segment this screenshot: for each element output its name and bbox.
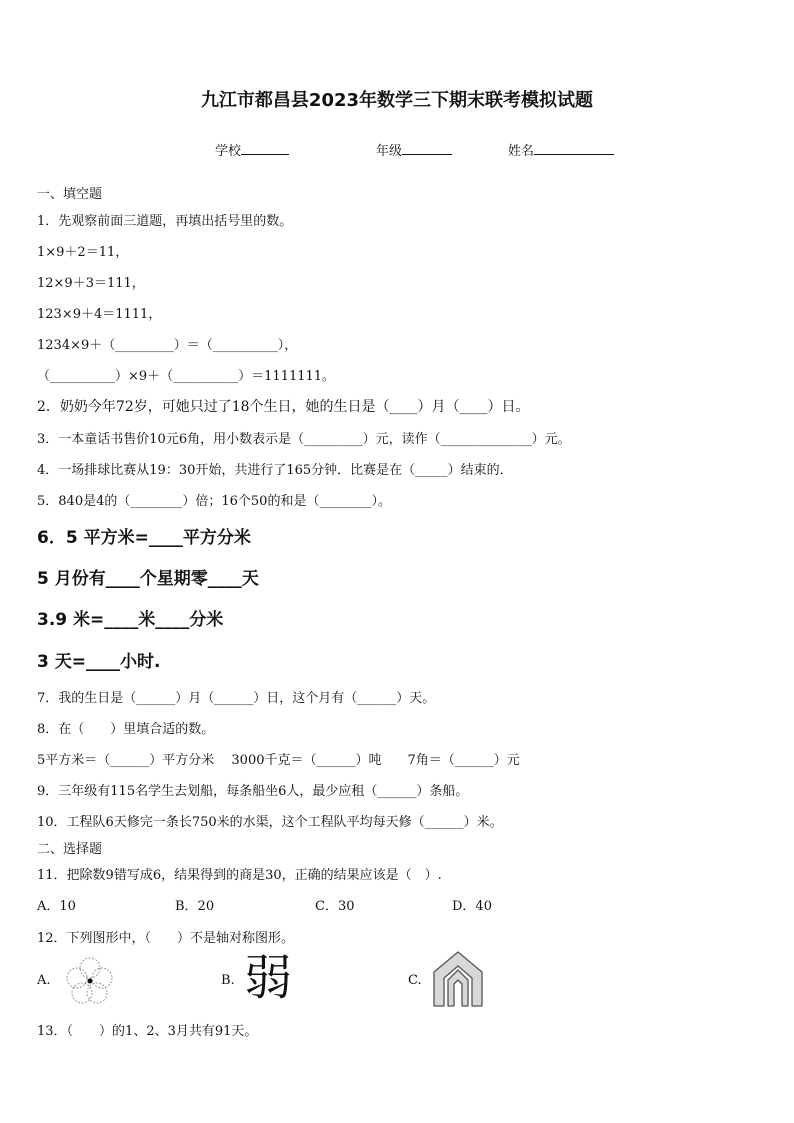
school-field bbox=[215, 140, 289, 159]
question-1-line-b: 12×9＋3＝111， bbox=[37, 276, 145, 291]
q11-option-b[interactable]: B．20 bbox=[175, 899, 215, 914]
school-blank[interactable] bbox=[241, 142, 289, 155]
question-6-line-b: 5 月份有____个星期零____天 bbox=[37, 569, 259, 589]
grade-blank[interactable] bbox=[402, 142, 452, 155]
question-5: 5．840是4的（________）倍；16个50的和是（________）。 bbox=[37, 494, 391, 509]
question-1-line-e: （__________）×9＋（__________）＝1111111。 bbox=[37, 369, 336, 384]
name-blank[interactable] bbox=[534, 142, 614, 155]
ruo-character-figure: 弱 bbox=[244, 950, 293, 1006]
question-2: 2．奶奶今年72岁，可她只过了18个生日，她的生日是（____）月（____）日。 bbox=[37, 399, 530, 415]
q11-option-d[interactable]: D．40 bbox=[452, 899, 492, 914]
question-1-line-c: 123×9＋4＝1111， bbox=[37, 307, 162, 322]
q12-option-b[interactable]: B. bbox=[221, 973, 235, 988]
question-6: 6．5 平方米=____平方分米 bbox=[37, 528, 251, 548]
question-1: 1．先观察前面三道题，再填出括号里的数。 bbox=[37, 214, 293, 229]
name-label: 姓名 bbox=[508, 144, 535, 159]
q12-option-c[interactable]: C. bbox=[408, 973, 422, 988]
page-title: 九江市都昌县2023年数学三下期末联考模拟试题 bbox=[200, 90, 594, 111]
name-field bbox=[508, 140, 614, 159]
grade-label: 年级 bbox=[376, 144, 403, 159]
question-7: 7．我的生日是（______）月（______）日，这个月有（______）天。 bbox=[37, 691, 436, 706]
grade-field bbox=[376, 140, 452, 159]
section-fill-in: 一、填空题 bbox=[37, 187, 103, 202]
question-6-line-c: 3.9 米=____米____分米 bbox=[37, 610, 224, 630]
question-4: 4．一场排球比赛从19：30开始，共进行了165分钟．比赛是在（_____）结束的． bbox=[37, 463, 513, 478]
school-label: 学校 bbox=[215, 144, 242, 159]
question-1-line-d: 1234×9＋（_________）＝（__________）， bbox=[37, 338, 298, 353]
section-choice: 二、选择题 bbox=[37, 842, 103, 857]
question-11: 11．把除数9错写成6，结果得到的商是30，正确的结果应该是（ ）. bbox=[37, 868, 442, 883]
question-13: 13．（ ）的1、2、3月共有91天。 bbox=[37, 1024, 258, 1039]
q11-option-a[interactable]: A．10 bbox=[37, 899, 76, 914]
q12-option-a[interactable]: A. bbox=[37, 973, 51, 988]
question-3: 3．一本童话书售价10元6角，用小数表示是（_________）元，读作（______________）元。 bbox=[37, 432, 571, 447]
logo-figure bbox=[430, 950, 486, 1010]
question-9: 9．三年级有115名学生去划船，每条船坐6人，最少应租（______）条船。 bbox=[37, 784, 469, 799]
question-8: 8．在（ ）里填合适的数。 bbox=[37, 722, 215, 737]
question-12: 12．下列图形中，（ ）不是轴对称图形。 bbox=[37, 931, 295, 946]
flower-figure bbox=[62, 956, 118, 1006]
question-6-line-d: 3 天=____小时. bbox=[37, 652, 161, 672]
question-10: 10．工程队6天修完一条长750米的水渠，这个工程队平均每天修（______）米。 bbox=[37, 815, 503, 830]
question-1-line-a: 1×9＋2＝11， bbox=[37, 245, 129, 260]
q11-option-c[interactable]: C．30 bbox=[315, 899, 355, 914]
question-8-line-b: 5平方米＝（______）平方分米 3000千克＝（______）吨 7角＝（______）元 bbox=[37, 753, 520, 768]
